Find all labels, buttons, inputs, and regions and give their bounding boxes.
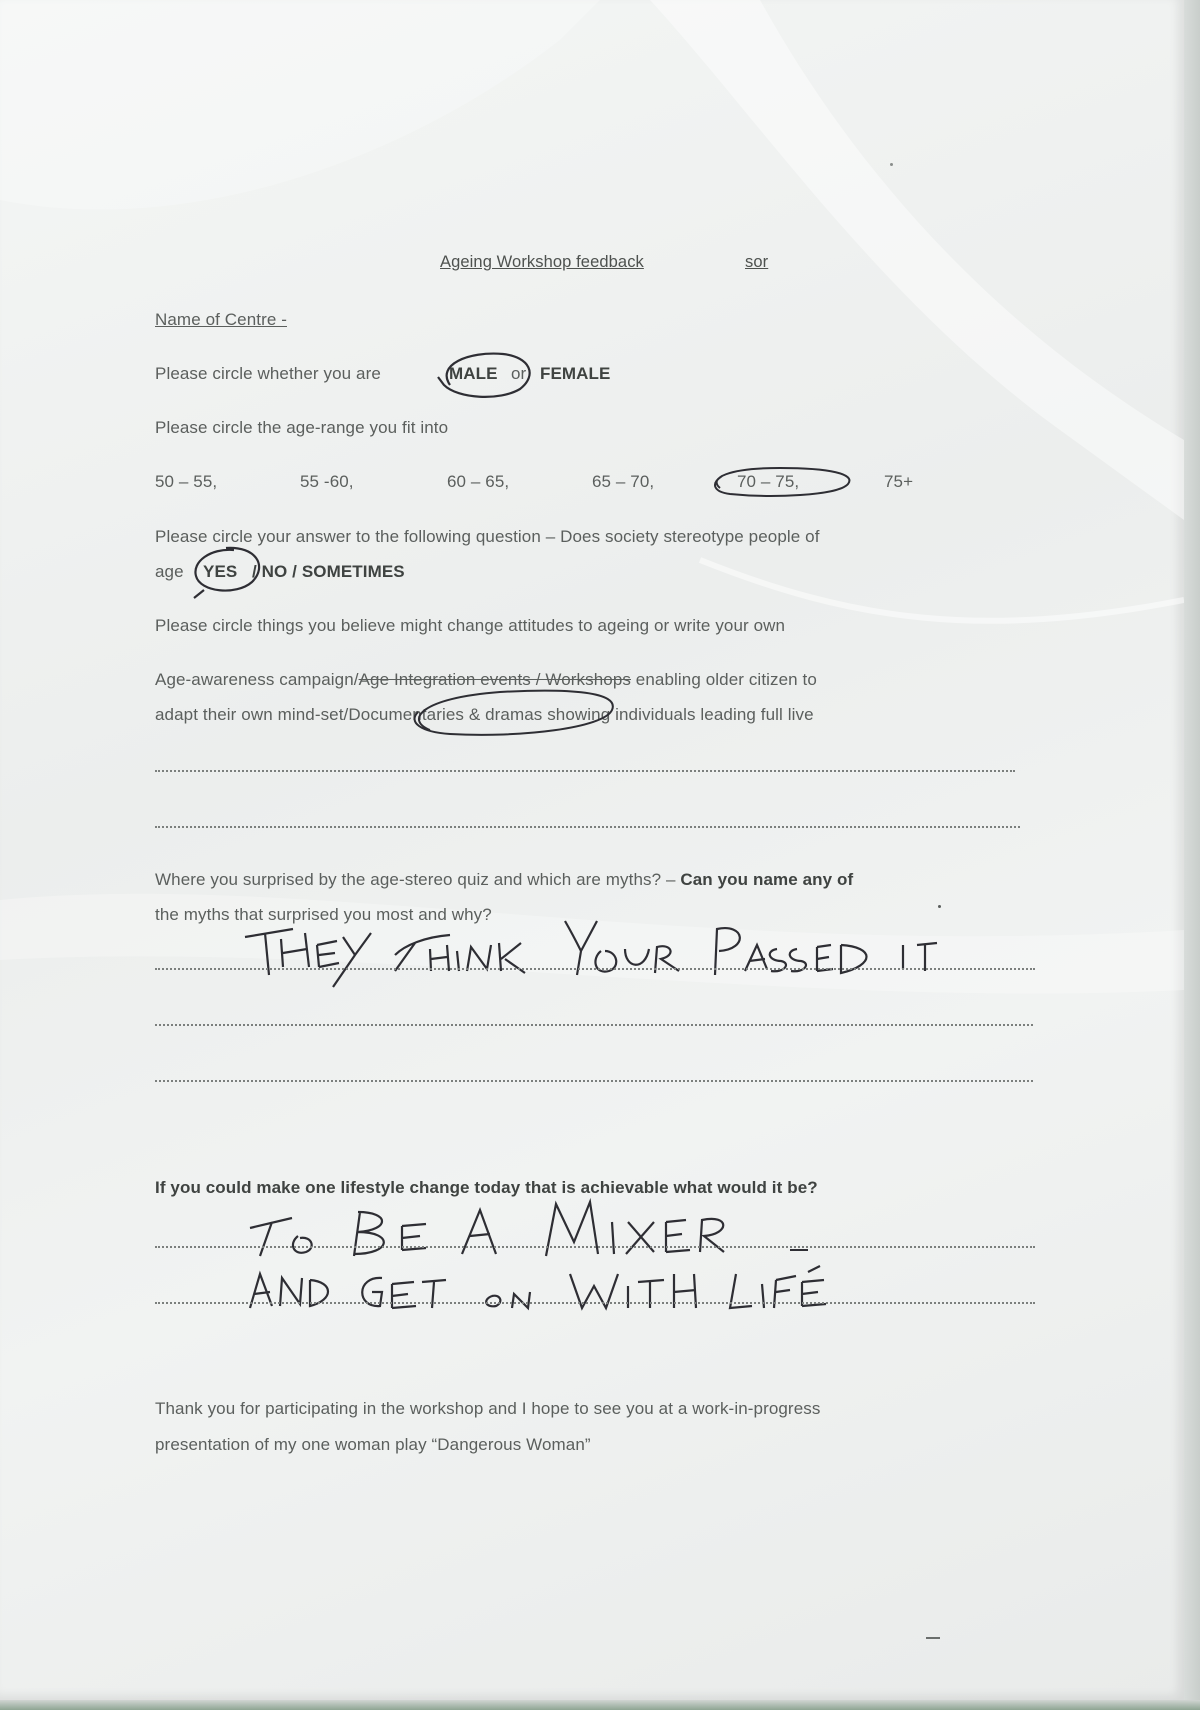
quiz-answer-line-3[interactable] <box>155 1080 1033 1082</box>
gender-or: or <box>511 364 527 383</box>
attitudes-question: Please circle things you believe might change attitudes to ageing or write your own <box>155 616 786 635</box>
attitudes-option-line1 <box>155 670 817 690</box>
gender-question: Please circle whether you are <box>155 364 381 383</box>
stereotype-question: Please circle your answer to the following question – Does society stereotype people of <box>155 527 820 546</box>
age-question: Please circle the age-range you fit into <box>155 418 449 437</box>
paper-speck <box>926 1637 940 1639</box>
age-range-65-70[interactable]: 65 – 70, <box>592 472 655 491</box>
quiz-handwritten-answer <box>225 915 965 995</box>
paper-speck <box>890 163 893 166</box>
form-title-suffix: sor <box>745 253 769 271</box>
option-adapt-mindset[interactable]: adapt their own mind-set/ <box>155 705 349 724</box>
age-range-70-75[interactable]: 70 – 75, <box>737 472 800 491</box>
sleeve-bottom-edge <box>0 1700 1200 1710</box>
lifestyle-answer-line-1[interactable] <box>155 1246 1035 1248</box>
option-enabling-older[interactable]: enabling older citizen to <box>630 670 817 689</box>
stereotype-question-prefix: age <box>155 562 184 581</box>
option-documentaries-dramas[interactable]: Documentaries & dramas showing individuals leading full live <box>348 705 814 724</box>
gender-option-male[interactable]: MALE <box>449 364 498 383</box>
closing-line-1: Thank you for participating in the workshop and I hope to see you at a work-in-progress <box>155 1399 821 1418</box>
quiz-answer-line-1[interactable] <box>155 968 1035 970</box>
closing-line-2: presentation of my one woman play “Dangerous Woman” <box>155 1435 591 1454</box>
age-range-55-60[interactable]: 55 -60, <box>300 472 354 491</box>
gender-option-female[interactable]: FEMALE <box>540 364 611 383</box>
lifestyle-question: If you could make one lifestyle change today that is achievable what would it be? <box>155 1178 818 1197</box>
paper-speck <box>938 905 941 908</box>
attitudes-write-line-2[interactable] <box>155 826 1020 828</box>
age-range-75-plus[interactable]: 75+ <box>884 472 914 491</box>
stereotype-option-yes[interactable]: YES <box>203 562 238 581</box>
quiz-answer-line-2[interactable] <box>155 1024 1033 1026</box>
name-of-centre-label: Name of Centre - <box>155 310 287 329</box>
attitudes-write-line-1[interactable] <box>155 770 1015 772</box>
quiz-question-part-b: Can you name any of <box>680 870 854 889</box>
attitudes-option-line2 <box>155 705 814 725</box>
option-age-awareness[interactable]: Age-awareness campaign/ <box>155 670 359 689</box>
stereotype-options-rest[interactable]: / NO / SOMETIMES <box>252 562 405 581</box>
quiz-question-line1 <box>155 870 853 890</box>
quiz-answer-transcript <box>160 1000 177 1001</box>
age-range-50-55[interactable]: 50 – 55, <box>155 472 218 491</box>
sleeve-right-edge <box>1184 0 1200 1710</box>
quiz-question-line2: the myths that surprised you most and why? <box>155 905 492 924</box>
form-title: Ageing Workshop feedback <box>440 253 644 271</box>
lifestyle-answer-line-2[interactable] <box>155 1302 1035 1304</box>
lifestyle-handwritten-answer <box>230 1196 830 1316</box>
age-range-60-65[interactable]: 60 – 65, <box>447 472 510 491</box>
lifestyle-answer-transcript-2 <box>160 1314 173 1315</box>
lifestyle-answer-transcript-1 <box>160 1258 169 1259</box>
option-age-integration-workshops[interactable]: Age Integration events / Workshops <box>358 670 631 689</box>
quiz-question-part-a: Where you surprised by the age-stereo quiz and which are myths? – <box>155 870 681 889</box>
